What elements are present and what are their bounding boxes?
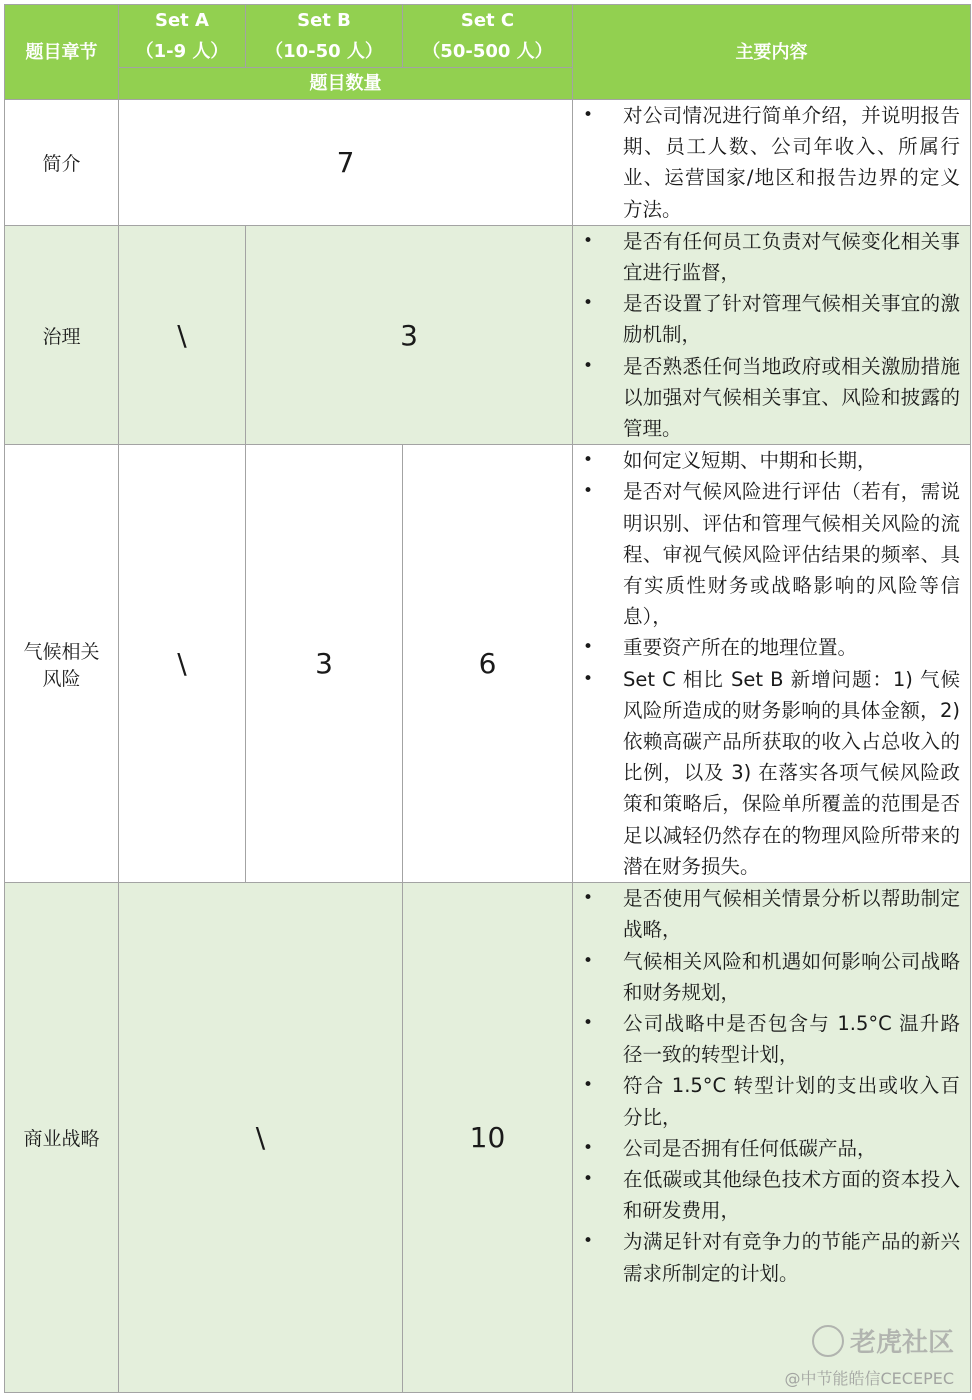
bullet-icon: • [583,637,594,658]
count-cell-a: \ [119,445,246,883]
header-set-a [119,5,246,68]
count-cell-ab: \ [119,883,403,1393]
list-item-text: 重要资产所在的地理位置。 [623,636,858,660]
watermark-brand [812,1322,954,1359]
table-row [5,100,971,226]
list-item [573,632,960,663]
bullet-icon: • [583,1169,594,1190]
bullet-icon: • [583,888,594,909]
bullet-icon: • [583,1075,594,1096]
list-item [573,476,960,632]
content-cell [573,225,971,444]
content-cell [573,100,971,226]
count-cell-b: 3 [246,445,403,883]
section-cell: 治理 [5,225,119,444]
list-item [573,664,960,882]
list-item [573,445,960,476]
list-item-text: Set C 相比 Set B 新增问题：1) 气候风险所造成的财务影响的具体金额，2)依赖高碳产品所获取的收入占总收入的比例，以及 3) 在落实各项气候风险政策和策略后，保险单所覆盖的范围是否足以减轻仍然存在的物理风险所带来的潜在财务损失。 [623,667,960,878]
content-list [573,100,960,225]
list-item-text: 是否使用气候相关情景分析以帮助制定战略， [623,887,960,942]
section-cell: 商业战略 [5,883,119,1393]
header-set-c [403,5,573,68]
header-set-a-range: （1-9 人） [135,41,229,62]
count-cell-a: \ [119,225,246,444]
bullet-icon: • [583,1137,594,1158]
count-cell-c: 6 [403,445,573,883]
table-row [5,883,971,1393]
list-item [573,226,960,288]
content-cell [573,445,971,883]
list-item-text: 在低碳或其他绿色技术方面的资本投入和研发费用， [623,1168,960,1223]
count-cell-bc: 3 [246,225,573,444]
list-item-text: 对公司情况进行简单介绍，并说明报告期、员工人数、公司年收入、所属行业、运营国家/地区和报告边界的定义方法。 [623,104,960,221]
content-list [573,445,960,882]
count-cell: 7 [119,100,573,226]
section-cell: 气候相关风险 [5,445,119,883]
bullet-icon: • [583,450,594,471]
content-list [573,883,960,1289]
header-section: 题目章节 [5,5,119,100]
content-cell [573,883,971,1393]
count-cell-c: 10 [403,883,573,1393]
bullet-icon: • [583,1231,594,1252]
list-item-text: 公司战略中是否包含与 1.5°C 温升路径一致的转型计划， [623,1012,960,1067]
content-list [573,226,960,444]
list-item-text: 是否设置了针对管理气候相关事宜的激励机制， [623,292,960,347]
list-item [573,946,960,1008]
list-item [573,1008,960,1070]
table-row [5,445,971,883]
watermark-brand-text: 老虎社区 [849,1328,954,1358]
bullet-icon: • [583,230,594,251]
list-item [573,1164,960,1226]
bullet-icon: • [583,668,594,689]
list-item-text: 符合 1.5°C 转型计划的支出或收入百分比， [623,1074,960,1129]
bullet-icon: • [583,481,594,502]
header-set-c-range: （50-500 人） [422,41,553,62]
watermark-source: @中节能皓信CECEPEC [784,1369,954,1388]
list-item [573,1070,960,1132]
list-item [573,288,960,350]
header-set-b [246,5,403,68]
section-cell: 简介 [5,100,119,226]
bullet-icon: • [583,293,594,314]
list-item-text: 如何定义短期、中期和长期， [623,449,877,473]
list-item-text: 公司是否拥有任何低碳产品， [623,1136,877,1160]
header-set-c-name: Set C [460,10,515,31]
list-item [573,351,960,445]
bullet-icon: • [583,105,594,125]
list-item [573,1226,960,1288]
disclosure-table [4,4,971,1393]
header-count: 题目数量 [119,68,573,100]
bullet-icon: • [583,355,594,376]
bullet-icon: • [583,950,594,971]
list-item-text: 气候相关风险和机遇如何影响公司战略和财务规划， [623,949,960,1004]
table-row [5,225,971,444]
bullet-icon: • [583,1013,594,1034]
header-content: 主要内容 [573,5,971,100]
list-item [573,100,960,225]
header-set-a-name: Set A [155,10,209,31]
list-item [573,883,960,945]
header-row [5,5,971,68]
list-item [573,1133,960,1164]
header-set-b-name: Set B [297,10,351,31]
list-item-text: 是否有任何员工负责对气候变化相关事宜进行监督， [623,229,960,285]
header-set-b-range: （10-50 人） [265,41,383,62]
list-item-text: 是否对气候风险进行评估（若有，需说明识别、评估和管理气候相关风险的流程、审视气候风险评估结果的频率、具有实质性财务或战略影响的风险等信息）， [623,480,960,629]
list-item-text: 为满足针对有竞争力的节能产品的新兴需求所制定的计划。 [623,1230,960,1285]
list-item-text: 是否熟悉任何当地政府或相关激励措施以加强对气候相关事宜、风险和披露的管理。 [623,354,960,441]
tiger-logo-icon [812,1325,844,1357]
